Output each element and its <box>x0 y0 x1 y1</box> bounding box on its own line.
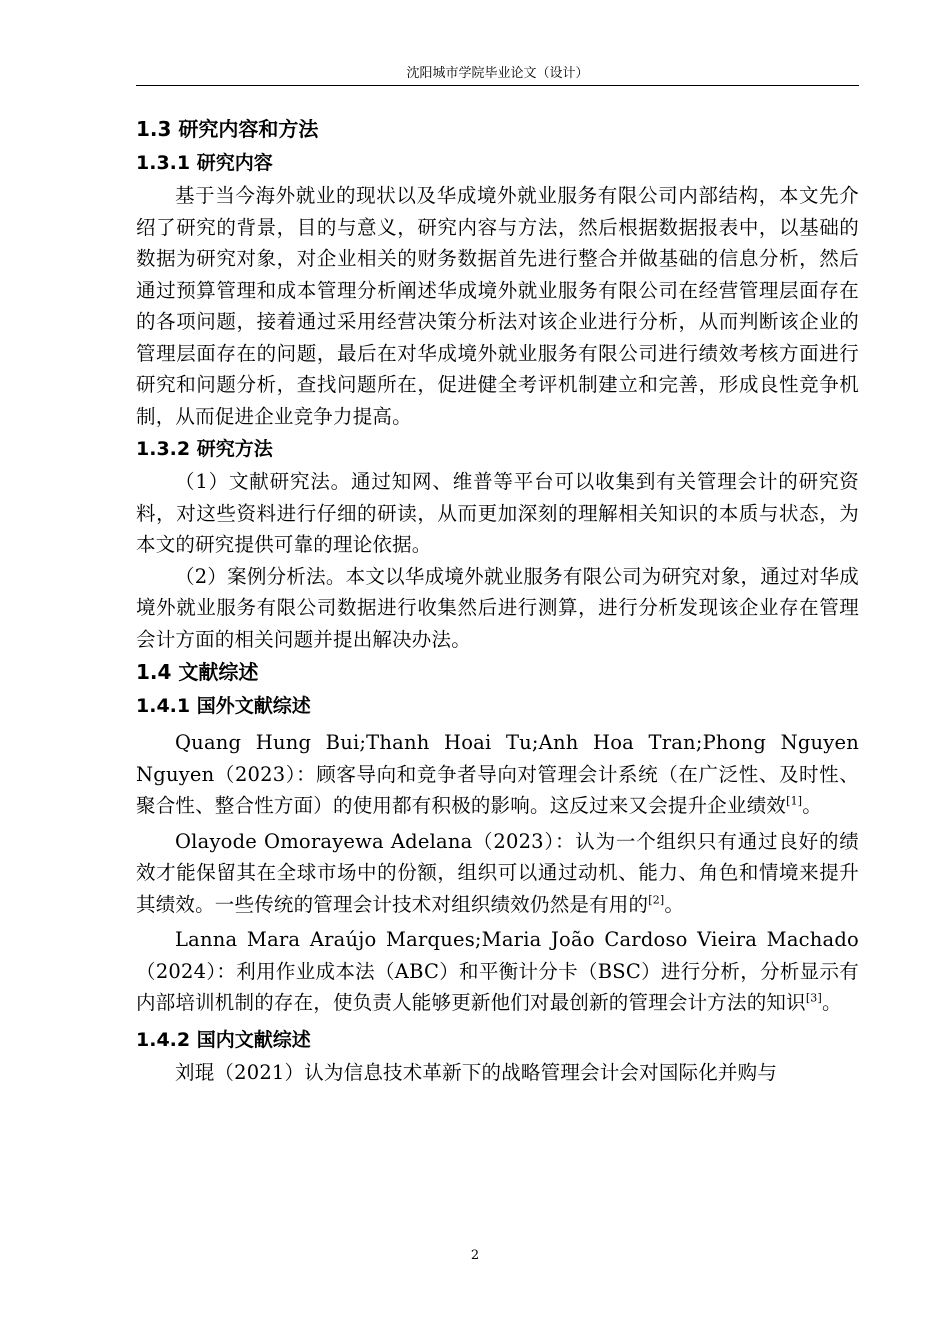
citation-marker: [2] <box>648 893 665 906</box>
foreign-review-paragraph-3 <box>136 924 859 1019</box>
page-number: 2 <box>470 1248 480 1263</box>
review-text: Quang Hung Bui;Thanh Hoai Tu;Anh Hoa Tran;Phong Nguyen Nguyen（2023）：顾客导向和竞争者导向对管理会计系统（在广泛性、及时性、聚合性、整合性方面）的使用都有积极的影响。这反过来又会提升企业绩效 <box>136 731 859 817</box>
citation-marker: [1] <box>786 794 803 808</box>
section-heading-1-3-1: 1.3.1 研究内容 <box>136 152 273 174</box>
section-heading-1-4: 1.4 文献综述 <box>136 660 259 684</box>
review-text: Lanna Mara Araújo Marques;Maria João Cardoso Vieira Machado（2024）：利用作业成本法（ABC）和平衡计分卡（BSC）进行分析，分析显示有内部培训机制的存在，使负责人能够更新他们对最创新的管理会计方法的知识 <box>136 928 859 1014</box>
citation-marker: [3] <box>805 991 822 1005</box>
sentence-end: 。 <box>664 892 685 916</box>
foreign-review-paragraph-1 <box>136 727 859 822</box>
method-case-paragraph: （2）案例分析法。本文以华成境外就业服务有限公司为研究对象，通过对华成境外就业服务有限公司数据进行收集然后进行测算，进行分析发现该企业存在管理会计方面的相关问题并提出解决办法。 <box>136 564 859 651</box>
review-text: Olayode Omorayewa Adelana（2023）：认为一个组织只有通过良好的绩效才能保留其在全球市场中的份额，组织可以通过动机、能力、角色和情境来提升其绩效。一些传统的管理会计技术对组织绩效仍然是有用的 <box>136 829 859 916</box>
page-header: 沈阳城市学院毕业论文（设计） <box>406 66 589 81</box>
foreign-review-paragraph-2 <box>136 826 859 921</box>
document-body <box>136 112 859 1088</box>
domestic-review-paragraph: 刘琨（2021）认为信息技术革新下的战略管理会计会对国际化并购与 <box>175 1060 778 1084</box>
section-heading-1-3-2: 1.3.2 研究方法 <box>136 438 273 460</box>
sentence-end: 。 <box>822 991 842 1014</box>
research-content-paragraph: 基于当今海外就业的现状以及华成境外就业服务有限公司内部结构，本文先介绍了研究的背景，目的与意义，研究内容与方法，然后根据数据报表中，以基础的数据为研究对象，对企业相关的财务数据首先进行整合并做基础的信息分析，然后通过预算管理和成本管理分析阐述华成境外就业服务有限公司在经营管理层面存在的各项问题，接着通过采用经营决策分析法对该企业进行分析，从而判断该企业的管理层面存在的问题，最后在对华成境外就业服务有限公司进行绩效考核方面进行研究和问题分析，查找问题所在，促进健全考评机制建立和完善，形成良性竞争机制，从而促进企业竞争力提高。 <box>136 184 859 428</box>
method-literature-paragraph: （1）文献研究法。通过知网、维普等平台可以收集到有关管理会计的研究资料，对这些资料进行仔细的研读，从而更加深刻的理解相关知识的本质与状态，为本文的研究提供可靠的理论依据。 <box>136 470 859 556</box>
header-divider <box>136 85 859 86</box>
sentence-end: 。 <box>802 794 822 817</box>
section-heading-1-3: 1.3 研究内容和方法 <box>136 117 319 141</box>
section-heading-1-4-1: 1.4.1 国外文献综述 <box>136 695 311 717</box>
section-heading-1-4-2: 1.4.2 国内文献综述 <box>136 1028 311 1051</box>
